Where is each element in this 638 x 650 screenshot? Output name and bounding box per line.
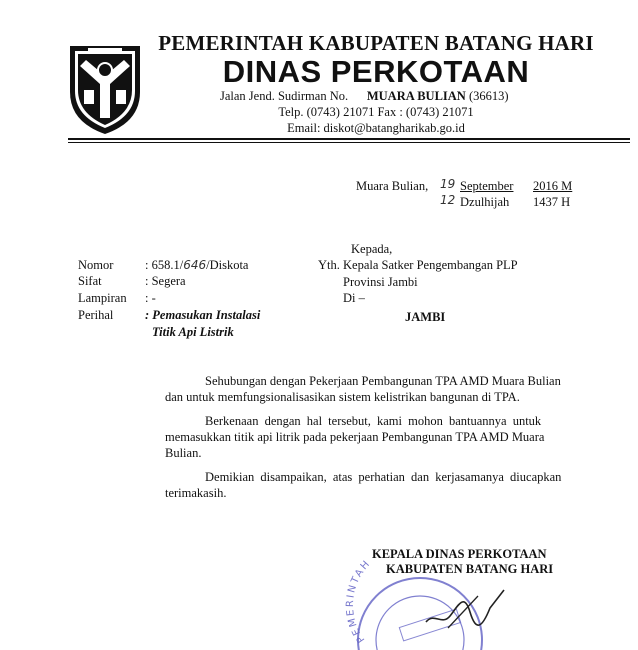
date-month-hijri: Dzulhijah — [460, 195, 510, 209]
date-place: Muara Bulian, — [356, 179, 429, 193]
body-p3-line1: Demikian disampaikan, atas perhatian dan kerjasamanya diucapkan — [205, 470, 562, 484]
letterhead-department: DINAS PERKOTAAN — [222, 54, 530, 89]
nomor-prefix: : 658.1/ — [145, 258, 184, 272]
svg-text:PEMERINTAH — [345, 558, 373, 645]
date-month-masehi: September — [460, 179, 514, 193]
nomor-suffix: /Diskota — [206, 258, 249, 272]
date-year-masehi: 2016 M — [533, 179, 573, 193]
sifat-value: : Segera — [145, 274, 186, 288]
date-day-masehi: 19 — [440, 177, 456, 191]
nomor-handwritten: 646 — [183, 258, 207, 272]
recipient-province: Provinsi Jambi — [343, 275, 418, 289]
perihal-line1: : Pemasukan Instalasi — [145, 308, 261, 322]
letterhead-address — [220, 89, 509, 104]
date-day-hijri: 12 — [440, 193, 456, 207]
date-year-hijri: 1437 H — [533, 195, 571, 209]
recipient-di: Di – — [343, 291, 365, 305]
body-p1-line1: Sehubungan dengan Pekerjaan Pembangunan TPA AMD Muara Bulian — [205, 374, 561, 388]
recipient-kepada: Kepada, — [351, 242, 393, 256]
body-p3-line2: terimakasih. — [165, 486, 227, 500]
regency-emblem — [64, 40, 146, 136]
letterhead-phone: Telp. (0743) 21071 Fax : (0743) 21071 — [278, 105, 474, 119]
nomor-value — [145, 258, 248, 273]
signature-title-1: KEPALA DINAS PERKOTAAN — [372, 547, 547, 561]
perihal-label: Perihal — [78, 308, 114, 322]
recipient-yth: Yth. Kepala Satker Pengembangan PLP — [318, 258, 518, 272]
signature-mark — [420, 582, 510, 630]
body-p2-line2: memasukkan titik api litrik pada pekerjaan Pembangunan TPA AMD Muara — [165, 430, 545, 444]
letterhead-government: PEMERINTAH KABUPATEN BATANG HARI — [158, 31, 594, 55]
letterhead-email: Email: diskot@batangharikab.go.id — [287, 121, 465, 135]
signature-title-2: KABUPATEN BATANG HARI — [386, 562, 554, 576]
nomor-label: Nomor — [78, 258, 114, 272]
address-street: Jalan Jend. Sudirman No. — [220, 89, 349, 103]
letterhead-rule-thick — [68, 138, 630, 140]
stamp-text: PEMERINTAH — [344, 557, 374, 645]
lampiran-label: Lampiran — [78, 291, 127, 305]
lampiran-value: : - — [145, 291, 156, 305]
body-p2-line1: Berkenaan dengan hal tersebut, kami mohon bantuannya untuk — [205, 414, 542, 428]
recipient-city: JAMBI — [405, 310, 446, 324]
body-p2-line3: Bulian. — [165, 446, 202, 460]
sifat-label: Sifat — [78, 274, 102, 288]
body-p1-line2: dan untuk memfungsionalisasikan sistem kelistrikan bangunan di TPA. — [165, 390, 520, 404]
address-city: MUARA BULIAN — [366, 89, 466, 103]
address-postcode: (36613) — [468, 89, 509, 103]
letterhead-rule-thin — [68, 142, 630, 143]
perihal-line2: Titik Api Listrik — [152, 325, 234, 339]
